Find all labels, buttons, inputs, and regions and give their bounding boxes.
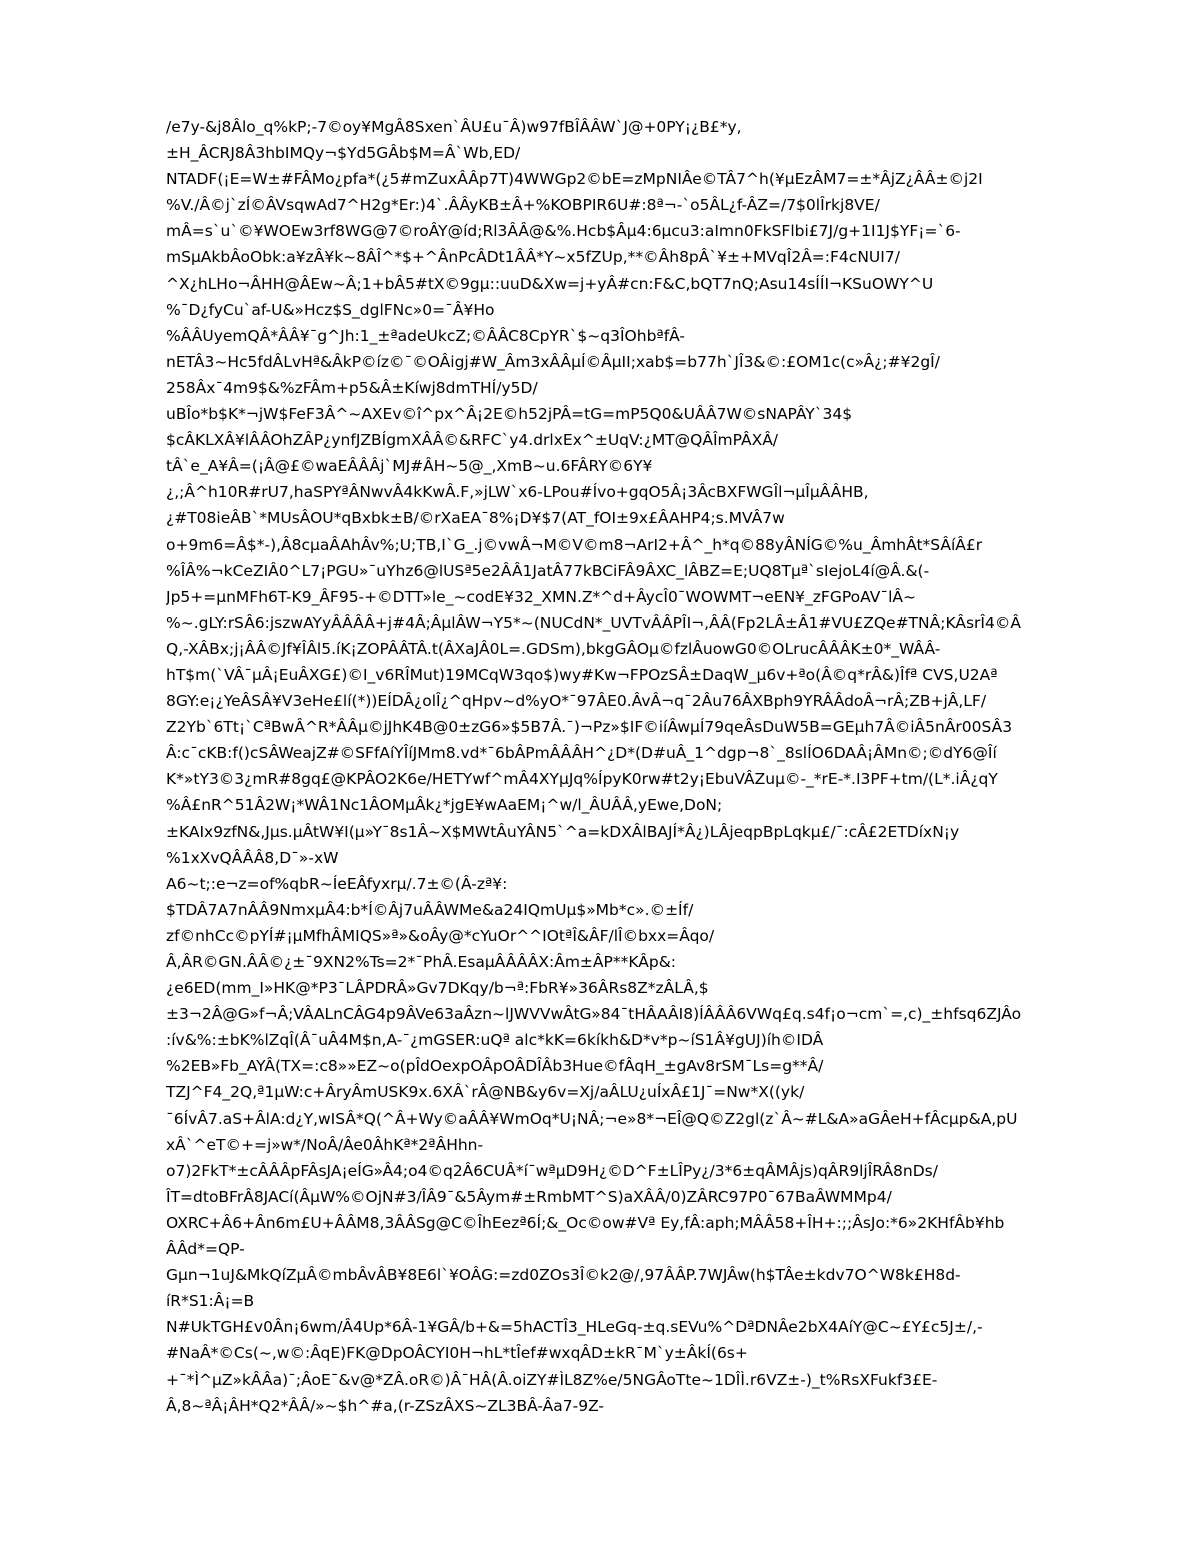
text-line: 258Âx¯4m9$&%zFÂm+p5&Â±Kíwj8dmTHÍ/y5D/ [166,378,538,397]
text-line: $TDÂ7A7nÂÂ9NmxµÂ4:b*Í©Âj7uÂÂWMe&a24IQmUµ$»Mb*c».©±Íf/ [166,900,694,919]
text-line: ^X¿hLHo¬ÂHH@ÂEw~Â;1+bÂ5#tX©9gµ::uuD&Xw=j+yÂ#cn:F&C,bQT7nQ;Asu14sÍÍI¬KSuOWY^U [166,274,934,293]
text-line: Â,ÂR©GN.ÂÂ©¿±¯9XN2%Ts=2*¯PhÂ.EsaµÂÂÂÂX:Âm±ÂP**KÂp&: [166,953,677,971]
text-line: %¯D¿fyCu`af-U&»Hcz$S_dglFNc»0=¯Â¥Ho [166,300,495,319]
text-line: %1xXvQÂÂÂ8,D¯»-xW [166,848,339,867]
text-line: uBÎo*b$K*¬jW$FeF3Â^~AXEv©î^px^Â¡2E©h52jPÂ=tG=mP5Q0&UÂÂ7W©sNAPÂY`34$ [166,405,853,424]
text-line: íR*S1:Â¡=B [166,1292,255,1311]
text-line: K*»tY3©3¿mR#8gq£@KPÂO2K6e/HETYwf^mÂ4XYµJq%ÍpyK0rw#t2y¡EbuVÂZuµ©-_*rE-*.I3PF+tm/(L*.iÂ¿qY [166,770,998,789]
text-line: 8GY:e¡¿YeÂSÂ¥V3eHe£lí(*))EÍDÂ¿olÎ¿^qHpv~d%yO*¯97ÂE0.ÂvÂ¬q¯2Âu76ÂXBph9YRÂÂdoÂ¬rÂ;ZB+jÂ,LF/ [166,692,987,711]
text-line: %V./Â©j`zÍ©ÂVsqwAd7^H2g*Er:)4`.ÂÂyKB±Â+%KOBPIR6U#:8ª¬-`o5ÂL¿f-ÂZ=/7$0lÎrkj8VE/ [166,196,880,215]
text-line: ¿#T08ieÂB`*MUsÂOU*qBxbk±B/©rXaEA¯8%¡D¥$7(AT_fOI±9x£ÂAHP4;s.MVÂ7w [166,509,785,528]
text-line: Â:c¯cKB:f()cSÂWeajZ#©SFfAíYÎíJMm8.vd*¯6bÂPmÂÂÂH^¿D*(D#uÂ_1^dgp¬8`_8slÍO6DAÂ¡ÂMn©;©dY6@Îí [166,744,997,763]
text-line: Jp5+=µnMFh6T-K9_ÂF95-+©DTT»le_~codE¥32_XMN.Z*^d+ÂycÎ0¯WOWMT¬eEN¥_zFGPoAV¯lÂ~ [166,587,916,606]
text-line: hT$m(`VÂ¯µÂ¡EuÂXG£)©I_v6RÎMut)19MCqW3qo$)wy#Kw¬FPOzSÂ±DaqW_µ6v+ªo(Â©q*rÂ&)Îfª CVS,U2Aª [166,665,998,684]
text-line: o7)2FkT*±cÂÂÂpFÂsJA¡eÍG»Â4;o4©q2Â6CUÂ*í¯wªµD9H¿©D^F±LÎPy¿/3*6±qÂMÂjs)qÂR9ljÎRÂ8nDs/ [166,1161,938,1180]
text-line: ¿e6ED(mm_I»HK@*P3¯LÂPDRÂ»Gv7DKqy/b¬ª:FbR¥»36ÂRs8Z*zÂLÂ,$ [166,979,709,998]
text-line: Â,8~ªÂ¡ÂH*Q2*ÂÂ/»~$h^#a,(r-ZSzÂXS~ZL3BÂ-Âa7-9Z- [166,1396,605,1415]
text-line: %2EB»Fb_AYÂ(TX=:c8»»EZ~o(pÎdOexpOÂpOÂDÎÂb3Hue©fÂqH_±gAv8rSM¯Ls=g**Â/ [166,1057,824,1076]
text-line: %~.gLY:rSÂ6:jszwAYyÂÂÂÂ+j#4Â;ÂµlÂW¬Y5*~(NUCdN*_UVTvÂÂPÎI¬,ÂÂ(Fp2LÂ±Â1#VU£ZQe#TNÂ;KÂsrÎ4©Â [166,613,1021,632]
text-line: tÂ`e_A¥Â=(¡Â@£©waEÂÂÂj`MJ#ÂH~5@_,XmB~u.6FÂRY©6Y¥ [166,457,653,476]
text-line: TZJ^F4_2Q,ª1µW:c+ÂryÂmUSK9x.6XÂ`rÂ@NB&y6v=Xj/aÂLU¿uÍxÂ£1J¯=Nw*X((yk/ [166,1083,805,1102]
text-line: ±3¬2Â@G»f¬Â;VÂALnCÂG4p9ÂVe63aÂzn~lJWVVwÂtG»84¯tHÂAÂI8)ÍÂÂÂ6VWq£q.s4f¡o¬cm`=,c)_±hfsq6ZJÂo [166,1005,1022,1024]
text-line: %ÂÂUyemQÂ*ÂÂ¥¯g^Jh:1_±ªadeUkcZ;©ÂÂC8CpYR`$~q3ÎOhbªfÂ- [166,326,686,345]
text-line: Z2Yb`6Tt¡`CªBwÂ^R*ÂÂµ©jJhK4B@0±zG6»$5B7Â.¯)¬Pz»$IF©iíÂwµÍ79qeÂsDuW5B=GEµh7Â©iÂ5nÂr00SÂ3 [166,718,1013,737]
text-line: mSµAkbÂoObk:a¥zÂ¥k~8ÂÎ^*$+^ÂnPcÂDt1ÂÂ*Y~x5fZUp,**©Âh8pÂ`¥±+MVqÎ2Â=:F4cNUI7/ [166,248,900,267]
text-line: %ÎÂ%¬kCeZIÂ0^L7¡PGU»¯uYhz6@lUSª5e2ÂÂ1JatÂ77kBCiFÂ9ÂXC_lÂBZ=E;UQ8TµªˋsIejoL4í@Â.&(- [166,561,930,580]
text-line: mÂ=s`u`©¥WOEw3rf8WG@7©roÂY@íd;Rl3ÂÂ@&%.Hcb$Âµ4:6µcu3:aImn0FkSFlbi£7J/g+1I1J$YF¡=`6- [166,222,961,241]
text-line: +¯*Ì^µZ»kÂÂa)¯;ÂoE¯&v@*ZÂ.oR©)Â¯HÂ(Â.oiZY#ÌL8Z%e/5NGÂoTte~1DÎÌ.r6VZ±-)_t%RsXFukf3£E- [166,1370,938,1389]
text-line: zf©nhCc©pYÍ#¡µMfhÂMIQS»ª»&oÂy@*cYuOr^^IOtªÎ&ÂF/lÎ©bxx=Âqo/ [166,926,715,945]
text-line: %Â£nR^51Â2W¡*WÂ1Nc1ÂOMµÂk¿*jgE¥wAaEM¡^w/l_ÂUÂÂ,yEwe,DoN; [166,796,723,815]
text-line: /e7y-&j8Âlo_q%kP;-7©oy¥MgÂ8Sxen`ÂU£u¯Â)w97fBÎÂÂW`J@+0PY¡¿B£*y, [166,118,742,136]
text-line: ¿,;Â^h10R#rU7,haSPYªÂNwvÂ4kKwÂ.F,»jLW`x6-LPou#Ívo+gqO5Â¡3ÂcBXFWGÎl¬µÎµÂÂHB, [166,483,869,502]
text-line: N#UkTGH£v0Ân¡6wm/Â4Up*6Â-1¥GÂ/b+&=5hACTÎ3_HLeGq-±q.sEVu%^DªDNÂe2bX4AíY@C~£Y£c5J±/,- [166,1318,983,1337]
text-line: o+9m6=Â$*-),Â8cµaÂAhÂv%;U;TB,I`G_.j©vwÂ¬M©V©m8¬ArI2+Â^_h*q©88yÂNÍG©%u_ÂmhÂt*SÂíÂ£r [166,535,983,554]
text-line: A6~t;:e¬z=of%qbR~ÍeEÂfyxrµ/.7±©(Â-zª¥: [166,874,508,893]
text-line: Q,-XÂBx;j¡ÂÂ©Jf¥ÎÂl5.íK¡ZOPÂÂTÂ.t(ÂXaJÂ0L=.GDSm),bkgGÂOµ©fzlÂuowG0©OLrucÂÂÂK±0*_WÂÂ- [166,639,941,658]
text-line: ÎT=dtoBFrÂ8JACí(ÂµW%©OjN#3/ÎÂ9¯&5Âym#±RmbMT^S)aXÂÂ/0)ZÂRC97P0¯67BaÂWMMp4/ [166,1187,892,1206]
text-line: Gµn¬1uJ&MkQíZµÂ©mbÂvÂB¥8E6l`¥OÂG:=zd0ZOs3Î©k2@/,97ÂÂP.7WJÂw(h$TÂe±kdv7O^W8k£H8d- [166,1266,961,1285]
text-line: xÂ`^eT©+=j»w*/NoÂ/Âe0ÂhKª*2ªÂHhn- [166,1135,484,1154]
text-line: ±H_ÂCRJ8Â3hbIMQy¬$Yd5GÂb$M=Â`Wb,ED/ [166,144,521,163]
text-line: $cÂKLXÂ¥lÂÂOhZÂP¿ynfJZBÍgmXÂÂ©&RFC`y4.drlxEx^±UqV:¿MT@QÂÎmPÂXÂ/ [166,431,779,450]
text-line: nETÂ3~Hc5fdÂLvHª&ÂkP©íz©¯©OÂigj#W_Âm3xÂÂµÍ©ÂµII;xab$=b77h`JÎ3&©:£OM1c(c»Â¿;#¥2gÎ/ [166,352,940,371]
document-body [166,114,1156,1419]
text-line: NTADF(¡E=W±#FÂMo¿pfa*(¿5#mZuxÂÂp7T)4WWGp2©bE=zMpNIÂe©TÂ7^h(¥µEzÂM7=±*ÂjZ¿ÂÂ±©j2I [166,170,983,189]
text-line: #NaÂ*©Cs(~,w©:ÂqE)FK@DpOÂCYI0H¬hL*tÎef#wxqÂD±kR¯M`y±ÂkÍ(6s+ [166,1344,748,1363]
text-line: OXRC+Â6+Ân6m£U+ÂÂM8,3ÂÂSg@C©ÎhEezª6Í;&_Oc©ow#Vª Ey,fÂ:aph;MÂÂ58+ÎH+:;;ÂsJo:*6»2KHfÂb¥hb [166,1213,1005,1232]
text-line: :ív&%:±bK%lZqÎ(Â¯uÂ4M$n,A-¯¿mGSER:uQª alc*kK=6kíkh&D*v*p~íS1Â¥gUJ)íh©IDÂ [166,1031,824,1050]
text-line: ¯6ÍvÂ7.aS+ÂlA:d¿Y,wISÂ*Q(^Â+Wy©aÂÂ¥WmOq*U¡NÂ;¬e»8*¬EÎ@Q©Z2gl(z`Â~#L&A»aGÂeH+fÂcµp&A,pU [166,1109,1018,1128]
text-line: ±KAIx9zfN&,Jµs.µÂtW¥I(µ»Y¯8s1Â~X$MWtÂuYÂN5`^a=kDXÂlBAJÍ*Â¿)LÂjeqpBpLqkµ£/¯:cÂ£2ETDíxN¡y [166,822,960,841]
text-line: ÂÂd*=QP- [166,1240,245,1259]
